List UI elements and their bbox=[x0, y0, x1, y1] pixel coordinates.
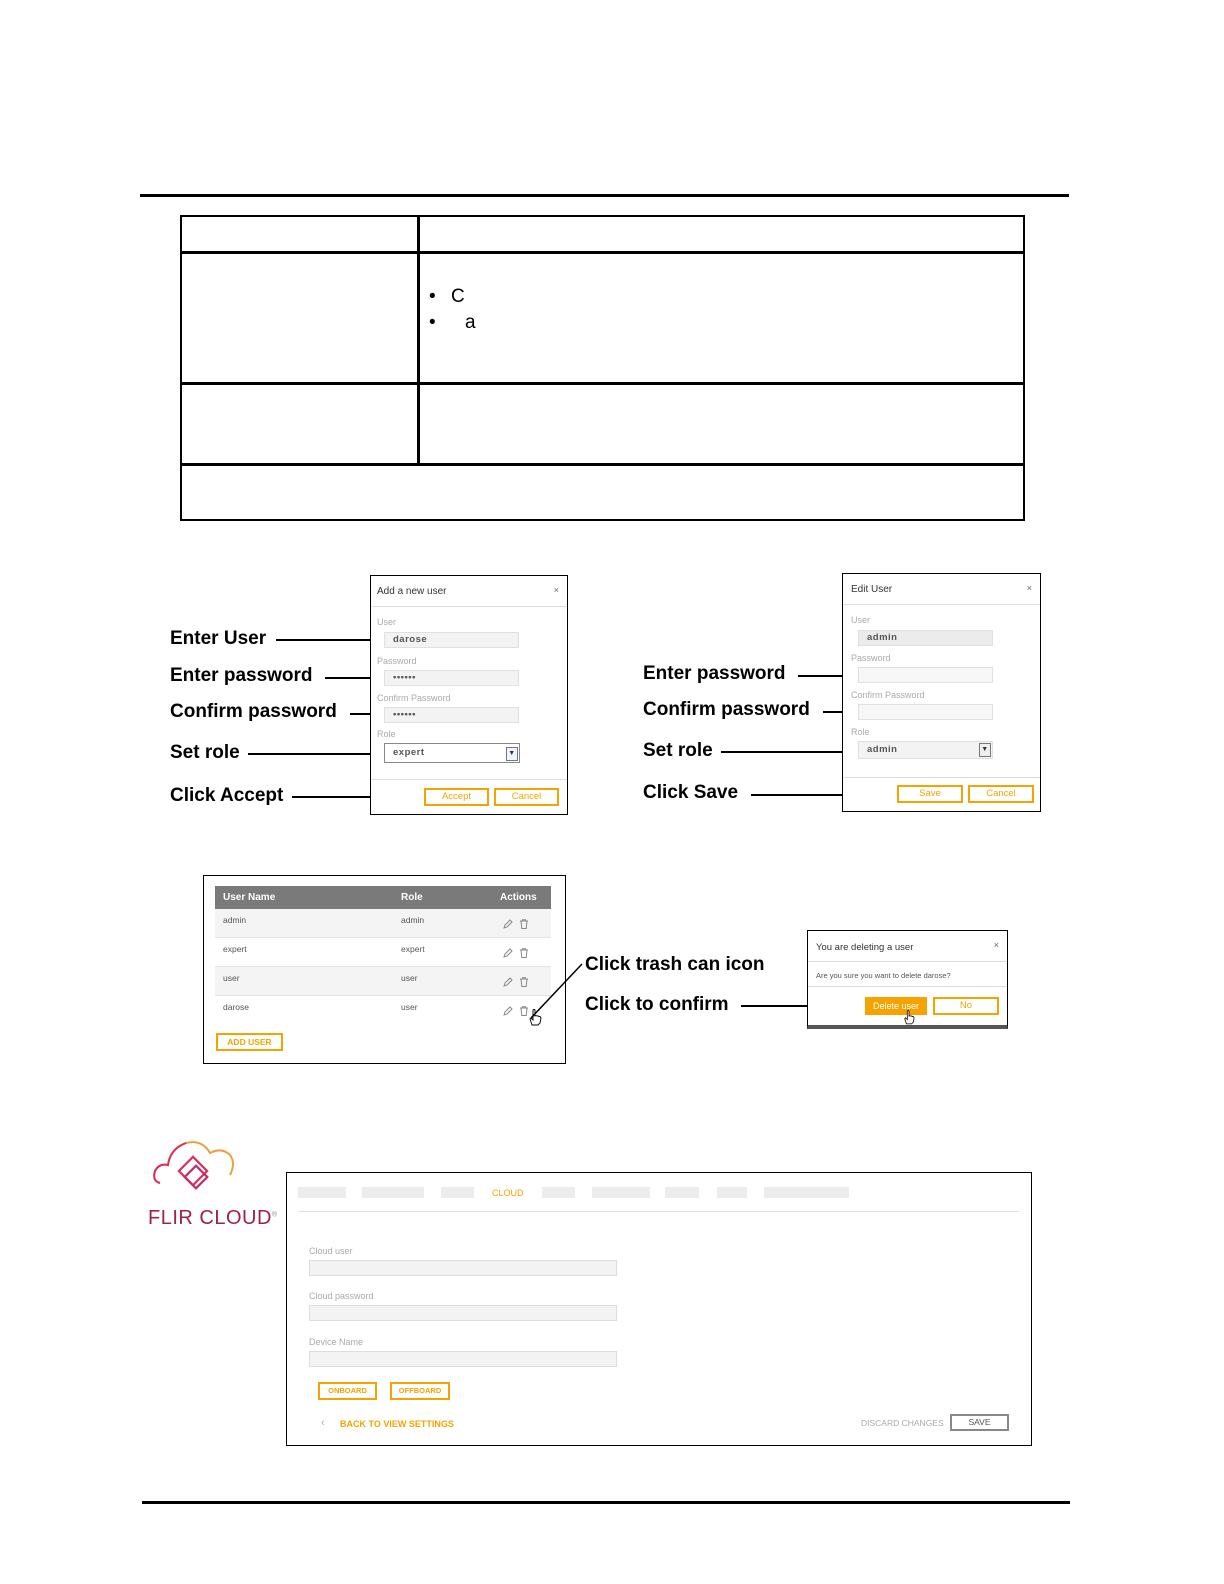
password-label: Password bbox=[377, 656, 417, 666]
callout-pointer-line bbox=[525, 960, 587, 1022]
tab-placeholder[interactable] bbox=[764, 1187, 849, 1198]
callout-enter-user: Enter User bbox=[170, 628, 267, 649]
info-table bbox=[180, 215, 1025, 521]
delete-message: Are you sure you want to delete darose? bbox=[816, 971, 951, 980]
add-user-button[interactable]: ADD USER bbox=[216, 1033, 283, 1051]
dialog-title: You are deleting a user bbox=[816, 942, 914, 953]
callout-enter-password: Enter password bbox=[643, 663, 786, 684]
accept-button[interactable]: Accept bbox=[424, 788, 489, 806]
tab-placeholder[interactable] bbox=[298, 1187, 346, 1198]
table-header: User Name Role Actions bbox=[215, 886, 551, 909]
callout-click-trash: Click trash can icon bbox=[585, 954, 765, 975]
table-row: user user bbox=[215, 967, 551, 996]
flir-cloud-wordmark: FLIR CLOUD® bbox=[148, 1207, 278, 1229]
user-field[interactable]: darose bbox=[384, 632, 519, 648]
device-name-field[interactable] bbox=[309, 1351, 617, 1367]
callout-click-save: Click Save bbox=[643, 782, 739, 803]
user-field: admin bbox=[858, 630, 993, 646]
close-icon[interactable]: × bbox=[553, 585, 559, 595]
pencil-icon[interactable] bbox=[502, 918, 514, 930]
back-chevron-icon[interactable]: ‹ bbox=[321, 1417, 325, 1429]
offboard-button[interactable]: OFFBOARD bbox=[390, 1382, 450, 1400]
trash-icon[interactable] bbox=[518, 918, 530, 930]
cloud-password-label: Cloud password bbox=[309, 1291, 374, 1301]
table-row: expert expert bbox=[215, 938, 551, 967]
cloud-user-label: Cloud user bbox=[309, 1246, 353, 1256]
role-select[interactable]: expert ▼ bbox=[384, 743, 520, 763]
bullet-item: • a bbox=[429, 312, 476, 333]
save-button[interactable]: SAVE bbox=[950, 1414, 1009, 1431]
confirm-password-label: Confirm Password bbox=[851, 690, 925, 700]
tab-placeholder[interactable] bbox=[592, 1187, 650, 1198]
pencil-icon[interactable] bbox=[502, 1005, 514, 1017]
table-row: darose user bbox=[215, 996, 551, 1025]
confirm-password-field[interactable] bbox=[858, 704, 993, 720]
delete-user-dialog bbox=[807, 930, 1008, 1029]
bullet-item: • C bbox=[429, 286, 465, 307]
chevron-down-icon[interactable]: ▼ bbox=[979, 743, 991, 757]
callout-click-accept: Click Accept bbox=[170, 785, 284, 806]
close-icon[interactable]: × bbox=[1026, 583, 1032, 593]
password-field[interactable] bbox=[858, 667, 993, 683]
role-select[interactable]: admin ▼ bbox=[858, 741, 993, 759]
cancel-button[interactable]: Cancel bbox=[494, 788, 559, 806]
flir-cloud-logo-icon bbox=[150, 1135, 240, 1201]
user-label: User bbox=[377, 617, 397, 627]
confirm-password-label: Confirm Password bbox=[377, 693, 451, 703]
tab-placeholder[interactable] bbox=[441, 1187, 474, 1198]
callout-set-role: Set role bbox=[170, 742, 240, 763]
tab-cloud[interactable]: CLOUD bbox=[492, 1188, 524, 1198]
callout-set-role: Set role bbox=[643, 740, 713, 761]
callout-enter-password: Enter password bbox=[170, 665, 313, 686]
bottom-rule bbox=[142, 1501, 1070, 1504]
top-rule bbox=[140, 194, 1069, 197]
password-label: Password bbox=[851, 653, 891, 663]
save-button[interactable]: Save bbox=[897, 785, 963, 803]
tab-placeholder[interactable] bbox=[717, 1187, 747, 1198]
cancel-button[interactable]: Cancel bbox=[968, 785, 1034, 803]
trash-icon[interactable] bbox=[518, 947, 530, 959]
pencil-icon[interactable] bbox=[502, 976, 514, 988]
dialog-title: Edit User bbox=[851, 584, 893, 595]
onboard-button[interactable]: ONBOARD bbox=[318, 1382, 377, 1400]
tab-placeholder[interactable] bbox=[362, 1187, 424, 1198]
user-label: User bbox=[851, 615, 871, 625]
tab-placeholder[interactable] bbox=[542, 1187, 575, 1198]
callout-click-confirm: Click to confirm bbox=[585, 994, 729, 1015]
delete-user-button[interactable]: Delete user bbox=[865, 997, 927, 1015]
role-label: Role bbox=[377, 729, 396, 739]
role-label: Role bbox=[851, 727, 870, 737]
callout-confirm-password: Confirm password bbox=[170, 701, 337, 722]
tab-placeholder[interactable] bbox=[665, 1187, 699, 1198]
cloud-password-field[interactable] bbox=[309, 1305, 617, 1321]
no-button[interactable]: No bbox=[933, 997, 999, 1015]
hand-cursor-icon bbox=[903, 1009, 915, 1025]
discard-changes-button[interactable]: DISCARD CHANGES bbox=[861, 1418, 944, 1428]
dialog-title: Add a new user bbox=[377, 586, 447, 597]
callout-confirm-password: Confirm password bbox=[643, 699, 810, 720]
password-field[interactable]: •••••• bbox=[384, 670, 519, 686]
close-icon[interactable]: × bbox=[993, 940, 999, 950]
pencil-icon[interactable] bbox=[502, 947, 514, 959]
back-to-view-settings-link[interactable]: BACK TO VIEW SETTINGS bbox=[340, 1419, 454, 1429]
edit-user-dialog bbox=[842, 573, 1041, 812]
cloud-user-field[interactable] bbox=[309, 1260, 617, 1276]
add-user-dialog bbox=[370, 575, 568, 815]
users-table-panel bbox=[203, 875, 566, 1064]
chevron-down-icon[interactable]: ▼ bbox=[506, 747, 518, 761]
table-row: admin admin bbox=[215, 909, 551, 938]
confirm-password-field[interactable]: •••••• bbox=[384, 707, 519, 723]
device-name-label: Device Name bbox=[309, 1337, 364, 1347]
